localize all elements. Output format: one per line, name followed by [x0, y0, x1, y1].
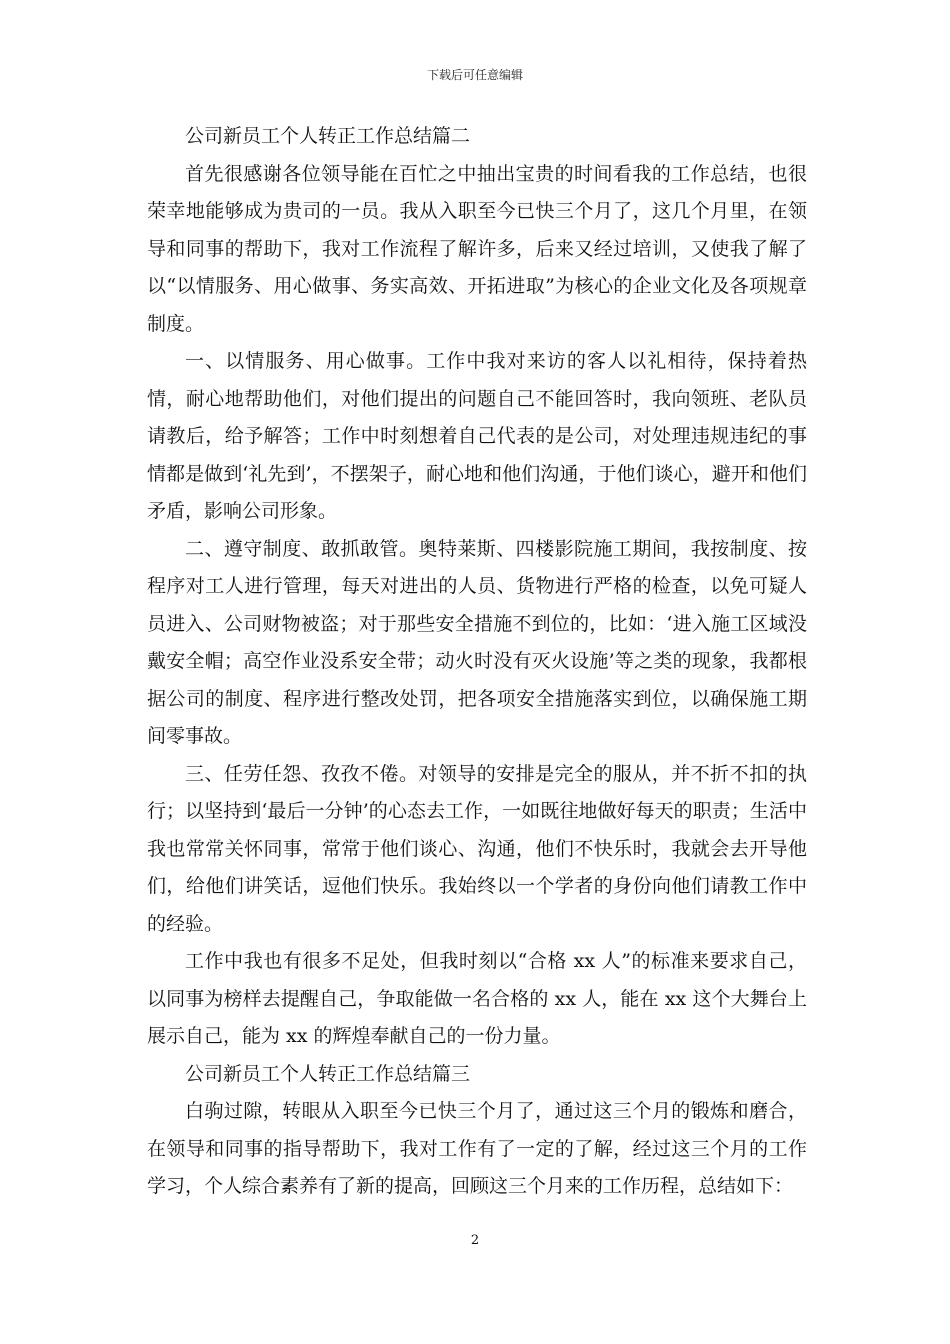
section-title-2: 公司新员工个人转正工作总结篇二: [185, 125, 471, 147]
paragraph: 一、以情服务、用心做事。工作中我对来访的客人以礼相待，保持着热情，耐心地帮助他们，对他们提出的问题自己不能回答时，我向领班、老队员请教后，给予解答；工作中时刻想着自己代表的是公司，对处理违规违纪的事情都是做到‘礼先到’，不摆架子，耐心地和他们沟通，于他们谈心，避开和他们矛盾，影响公司形象。: [147, 350, 807, 522]
paragraph: 二、遵守制度、敢抓敢管。奥特莱斯、四楼影院施工期间，我按制度、按程序对工人进行管理，每天对进出的人员、货物进行严格的检查，以免可疑人员进入、公司财物被盗；对于那些安全措施不到位的，比如：‘进入施工区域没戴安全帽；高空作业没系安全带；动火时没有灭火设施’等之类的现象，我都根据公司的制度、程序进行整改处罚，把各项安全措施落实到位，以确保施工期间零事故。: [147, 537, 807, 747]
paragraph: 三、任劳任怨、孜孜不倦。对领导的安排是完全的服从，并不折不扣的执行；以坚持到‘最后一分钟’的心态去工作，一如既往地做好每天的职责；生活中我也常常关怀同事，常常于他们谈心、沟通，他们不快乐时，我就会去开导他们，给他们讲笑话，逗他们快乐。我始终以一个学者的身份向他们请教工作中的经验。: [147, 762, 807, 935]
section-title-3: 公司新员工个人转正工作总结篇三: [185, 1062, 471, 1085]
paragraph: 首先很感谢各位领导能在百忙之中抽出宝贵的时间看我的工作总结，也很荣幸地能够成为贵司的一员。我从入职至今已快三个月了，这几个月里，在领导和同事的帮助下，我对工作流程了解许多，后来又经过培训，又使我了解了以“以情服务、用心做事、务实高效、开拓进取”为核心的企业文化及各项规章制度。: [147, 162, 807, 335]
page-number: 2: [470, 1233, 480, 1248]
page-header-note: 下载后可任意编辑: [426, 68, 523, 82]
paragraph: 白驹过隙，转眼从入职至今已快三个月了，通过这三个月的锻炼和磨合，在领导和同事的指导帮助下，我对工作有了一定的了解，经过这三个月的工作学习，个人综合素养有了新的提高，回顾这三个月来的工作历程，总结如下：: [147, 1100, 807, 1197]
document-body: [147, 118, 807, 1206]
paragraph: 工作中我也有很多不足处，但我时刻以“合格 xx 人”的标准来要求自己，以同事为榜样去提醒自己，争取能做一名合格的 xx 人，能在 xx 这个大舞台上展示自己，能为 xx 的辉煌奉献自己的一份力量。: [147, 950, 807, 1047]
